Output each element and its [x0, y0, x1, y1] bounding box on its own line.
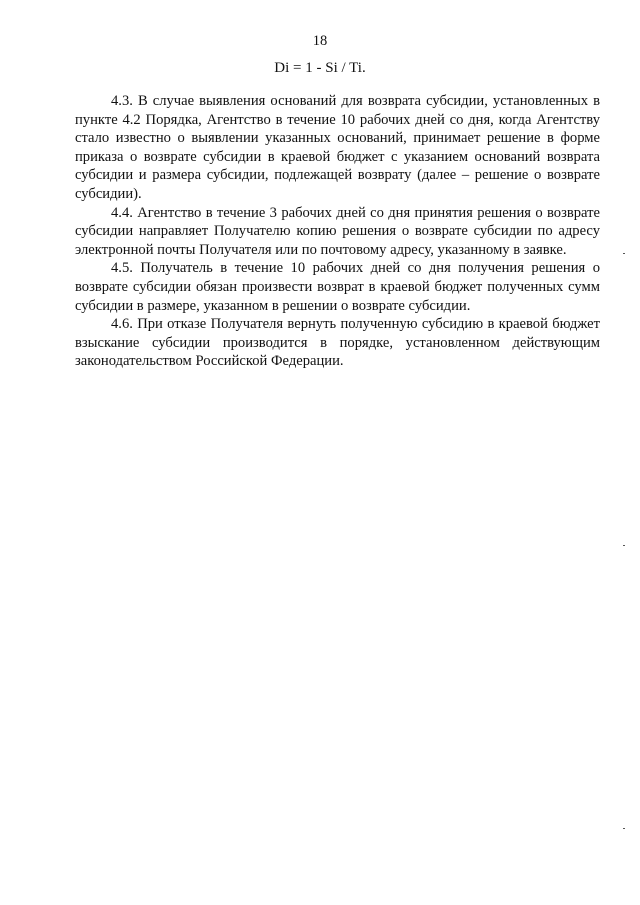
paragraph-4-5: 4.5. Получатель в течение 10 рабочих дней со дня получения решения о возврате субсидии обязан произвести возврат в краевой бюджет полученных сумм субсидии в размере, указанном в решении о возврате субсидии.: [75, 260, 600, 314]
scan-mark: [623, 828, 625, 829]
paragraph-4-3: 4.3. В случае выявления оснований для возврата субсидии, установленных в пункте 4.2 Порядка, Агентство в течение 10 рабочих дней со дня, когда Агентству стало известно о выявлении указанных оснований, принимает решение в форме приказа о возврате субсидии в краевой бюджет с указанием оснований возврата субсидии и размера субсидии, подлежащей возврату (далее – решение о возврате субсидии).: [75, 93, 600, 202]
formula: Di = 1 - Si / Ti.: [274, 60, 366, 76]
scan-mark: [623, 545, 625, 546]
scan-mark: [623, 253, 625, 254]
page-number: 18: [312, 33, 328, 49]
paragraph-4-4: 4.4. Агентство в течение 3 рабочих дней со дня принятия решения о возврате субсидии направляет Получателю копию решения о возврате субсидии по адресу электронной почты Получателя или по почтовому адресу, указанному в заявке.: [75, 204, 600, 258]
document-body: [75, 92, 600, 371]
paragraph-4-6: 4.6. При отказе Получателя вернуть полученную субсидию в краевой бюджет взыскание субсидии производится в порядке, установленном действующим законодательством Российской Федерации.: [75, 316, 600, 370]
